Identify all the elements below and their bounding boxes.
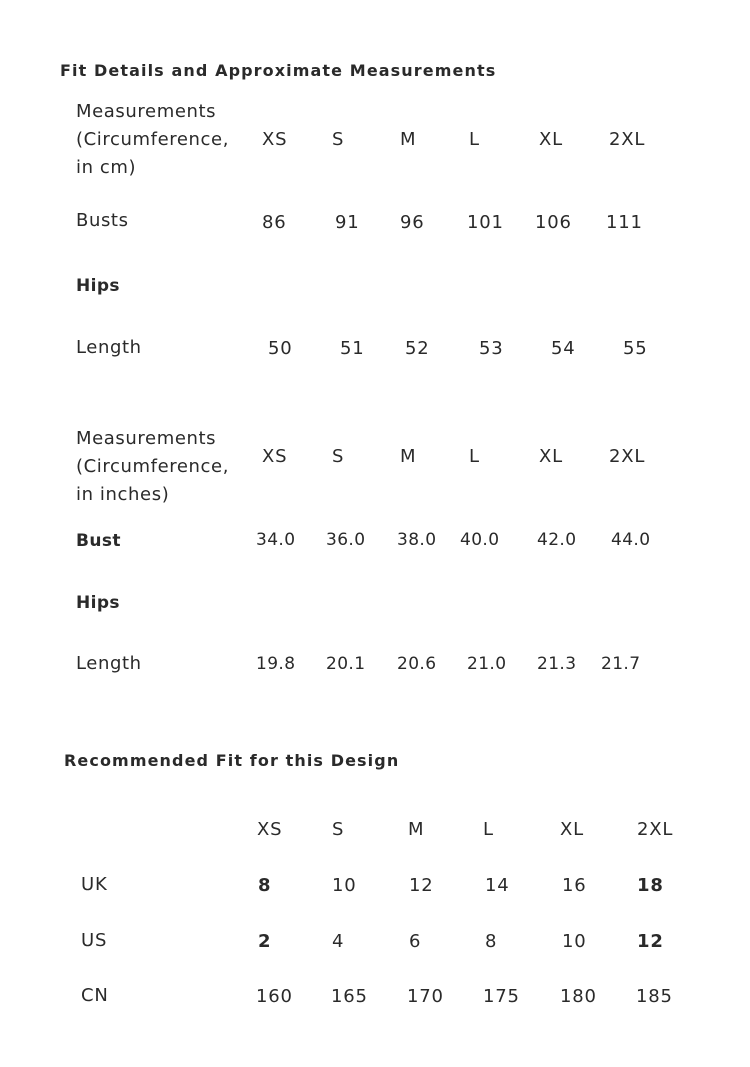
- cell-value: 14: [485, 875, 510, 896]
- cell-value: 170: [407, 986, 444, 1007]
- header-label-line: (Circumference,: [76, 129, 230, 150]
- size-header-xs: XS: [257, 819, 283, 840]
- row-label-busts: Busts: [76, 210, 129, 231]
- cell-value: 6: [409, 931, 422, 952]
- size-header-2xl: 2XL: [637, 819, 674, 840]
- size-header-2xl: 2XL: [609, 129, 646, 150]
- cell-value: 12: [637, 931, 664, 952]
- cell-value: 16: [562, 875, 587, 896]
- row-label-length: Length: [76, 337, 142, 358]
- section-title-recommended-fit: Recommended Fit for this Design: [64, 751, 400, 770]
- cell-value: 10: [332, 875, 357, 896]
- size-header-s: S: [332, 129, 345, 150]
- size-header-xs: XS: [262, 446, 288, 467]
- cell-value: 165: [331, 986, 368, 1007]
- cell-value: 8: [485, 931, 498, 952]
- cell-value: 20.1: [326, 654, 366, 674]
- cell-value: 21.3: [537, 654, 577, 674]
- cell-value: 51: [340, 338, 365, 359]
- size-header-m: M: [400, 446, 417, 467]
- size-header-l: L: [469, 129, 480, 150]
- cell-value: 12: [409, 875, 434, 896]
- cell-value: 185: [636, 986, 673, 1007]
- row-label-hips: Hips: [76, 276, 120, 296]
- row-label-uk: UK: [81, 874, 108, 895]
- cell-value: 34.0: [256, 530, 296, 550]
- cell-value: 42.0: [537, 530, 577, 550]
- cell-value: 18: [637, 875, 664, 896]
- cell-value: 96: [400, 212, 425, 233]
- header-label: [76, 98, 229, 182]
- header-label-line: Measurements: [76, 428, 217, 449]
- cell-value: 175: [483, 986, 520, 1007]
- header-label: [76, 425, 229, 509]
- header-label-line: (Circumference,: [76, 456, 230, 477]
- cell-value: 180: [560, 986, 597, 1007]
- size-header-xl: XL: [539, 446, 563, 467]
- header-label-line: Measurements: [76, 101, 217, 122]
- row-label-hips: Hips: [76, 593, 120, 613]
- cell-value: 106: [535, 212, 572, 233]
- cell-value: 111: [606, 212, 643, 233]
- section-title-fit-details: Fit Details and Approximate Measurements: [60, 61, 497, 80]
- row-label-length: Length: [76, 653, 142, 674]
- cell-value: 19.8: [256, 654, 296, 674]
- row-label-cn: CN: [81, 985, 109, 1006]
- cell-value: 101: [467, 212, 504, 233]
- row-label-bust: Bust: [76, 531, 121, 551]
- header-label-line: in cm): [76, 157, 137, 178]
- cell-value: 55: [623, 338, 648, 359]
- size-header-l: L: [483, 819, 494, 840]
- cell-value: 38.0: [397, 530, 437, 550]
- cell-value: 21.0: [467, 654, 507, 674]
- cell-value: 21.7: [601, 654, 641, 674]
- row-label-us: US: [81, 930, 108, 951]
- cell-value: 4: [332, 931, 345, 952]
- size-header-l: L: [469, 446, 480, 467]
- cell-value: 86: [262, 212, 287, 233]
- cell-value: 40.0: [460, 530, 500, 550]
- size-header-xs: XS: [262, 129, 288, 150]
- cell-value: 91: [335, 212, 360, 233]
- cell-value: 8: [258, 875, 272, 896]
- size-header-s: S: [332, 446, 345, 467]
- cell-value: 160: [256, 986, 293, 1007]
- cell-value: 52: [405, 338, 430, 359]
- size-header-m: M: [400, 129, 417, 150]
- size-header-xl: XL: [539, 129, 563, 150]
- cell-value: 50: [268, 338, 293, 359]
- size-header-xl: XL: [560, 819, 584, 840]
- cell-value: 10: [562, 931, 587, 952]
- size-header-s: S: [332, 819, 345, 840]
- cell-value: 2: [258, 931, 272, 952]
- cell-value: 44.0: [611, 530, 651, 550]
- cell-value: 53: [479, 338, 504, 359]
- cell-value: 36.0: [326, 530, 366, 550]
- cell-value: 54: [551, 338, 576, 359]
- size-header-m: M: [408, 819, 425, 840]
- size-header-2xl: 2XL: [609, 446, 646, 467]
- header-label-line: in inches): [76, 484, 170, 505]
- cell-value: 20.6: [397, 654, 437, 674]
